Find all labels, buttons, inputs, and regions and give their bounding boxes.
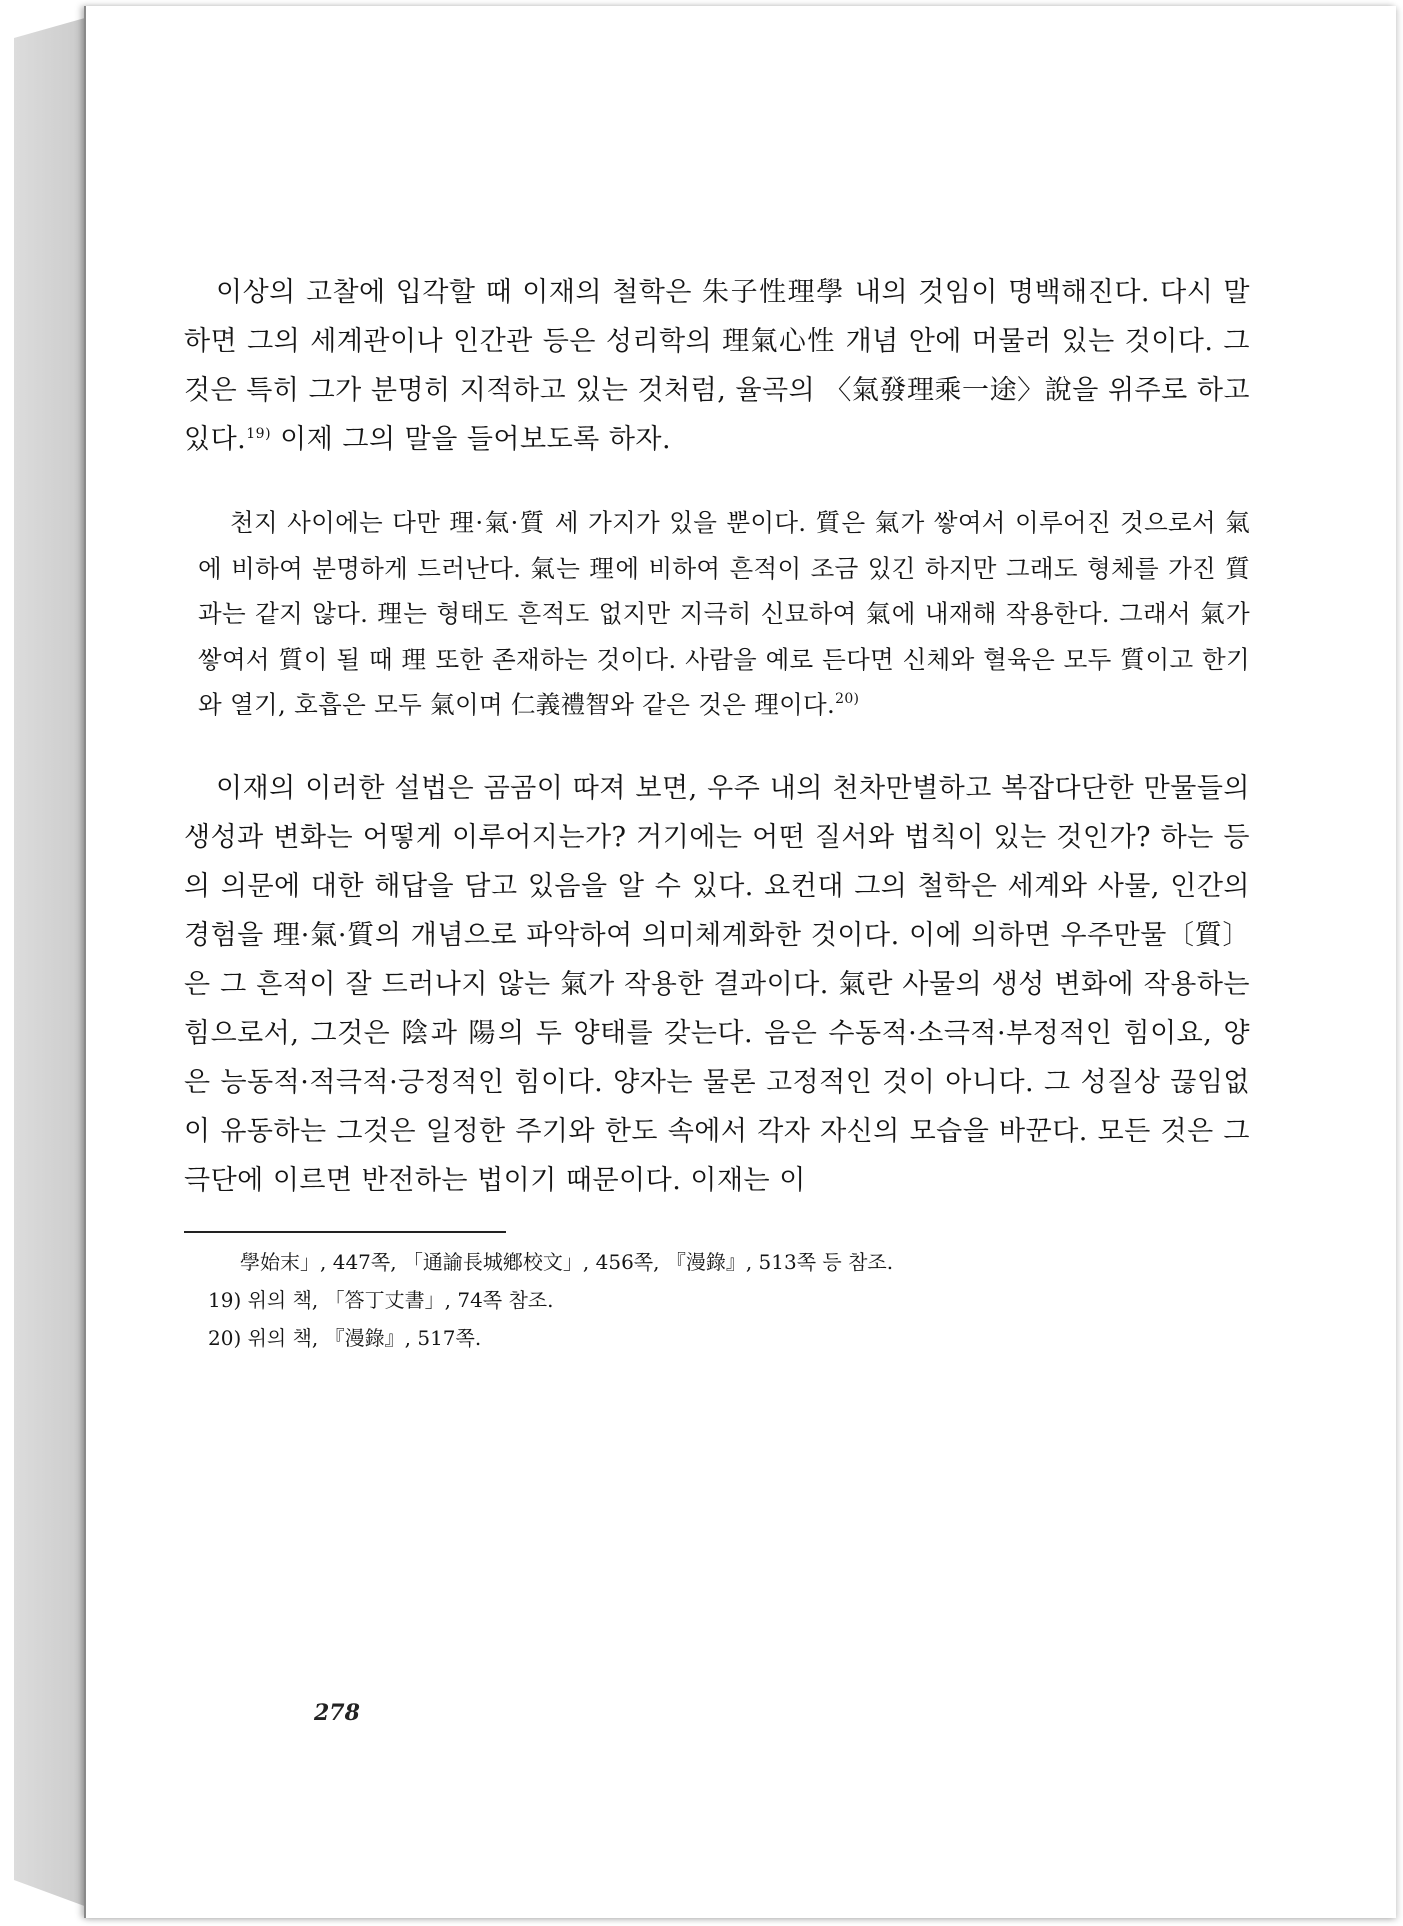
page-content <box>184 268 1250 1357</box>
body-paragraph-2 <box>184 764 1250 1205</box>
footnote-ref-20: 20) <box>835 691 860 707</box>
paragraph-2-text: 이재의 이러한 설법은 곰곰이 따져 보면, 우주 내의 천차만별하고 복잡다단한 만물들의 생성과 변화는 어떻게 이루어지는가? 거기에는 어떤 질서와 법칙이 있는 것인가? 하는 등의 의문에 대한 해답을 담고 있음을 알 수 있다. 요컨대 그의 철학은 세계와 사물, 인간의 경험을 理·氣·質의 개념으로 파악하여 의미체계화한 것이다. 이에 의하면 우주만물〔質〕은 그 흔적이 잘 드러나지 않는 氣가 작용한 결과이다. 氣란 사물의 생성 변화에 작용하는 힘으로서, 그것은 陰과 陽의 두 양태를 갖는다. 음은 수동적·소극적·부정적인 힘이요, 양은 능동적·적극적·긍정적인 힘이다. 양자는 물론 고정적인 것이 아니다. 그 성질상 끊임없이 유동하는 그것은 일정한 주기와 한도 속에서 각자 자신의 모습을 바꾼다. 모든 것은 그 극단에 이르면 반전하는 법이기 때문이다. 이재는 이 <box>184 772 1250 1196</box>
block-quote <box>198 500 1250 728</box>
page-number: 278 <box>314 1700 360 1726</box>
footnote-19: 19) 위의 책, 「答丁丈書」, 74쪽 참조. <box>208 1287 554 1312</box>
quote-text: 천지 사이에는 다만 理·氣·質 세 가지가 있을 뿐이다. 質은 氣가 쌓여서 이루어진 것으로서 氣에 비하여 분명하게 드러난다. 氣는 理에 비하여 흔적이 조금 있긴 하지만 그래도 형체를 가진 質과는 같지 않다. 理는 형태도 흔적도 없지만 지극히 신묘하여 氣에 내재해 작용한다. 그래서 氣가 쌓여서 質이 될 때 理 또한 존재하는 것이다. 사람을 예로 든다면 신체와 혈육은 모두 質이고 한기와 열기, 호흡은 모두 氣이며 仁義禮智와 같은 것은 理이다. <box>198 508 1250 719</box>
paragraph-1-text: 이상의 고찰에 입각할 때 이재의 철학은 朱子性理學 내의 것임이 명백해진다. 다시 말하면 그의 세계관이나 인간관 등은 성리학의 理氣心性 개념 안에 머물러 있는 것이다. 그것은 특히 그가 분명히 지적하고 있는 것처럼, 율곡의 〈氣發理乘一途〉說을 위주로 하고 있다. <box>184 277 1250 455</box>
body-paragraph-1 <box>184 268 1250 464</box>
footnote-20: 20) 위의 책, 『漫錄』, 517쪽. <box>208 1325 482 1350</box>
footnote-continuation: 學始末」, 447쪽, 「通諭長城鄕校文」, 456쪽, 『漫錄』, 513쪽 등 참조. <box>240 1249 894 1274</box>
footnote-divider <box>184 1231 506 1233</box>
paragraph-1-tail: 이제 그의 말을 들어보도록 하자. <box>271 424 672 455</box>
footnotes <box>184 1243 1250 1357</box>
footnote-ref-19: 19) <box>246 426 272 442</box>
